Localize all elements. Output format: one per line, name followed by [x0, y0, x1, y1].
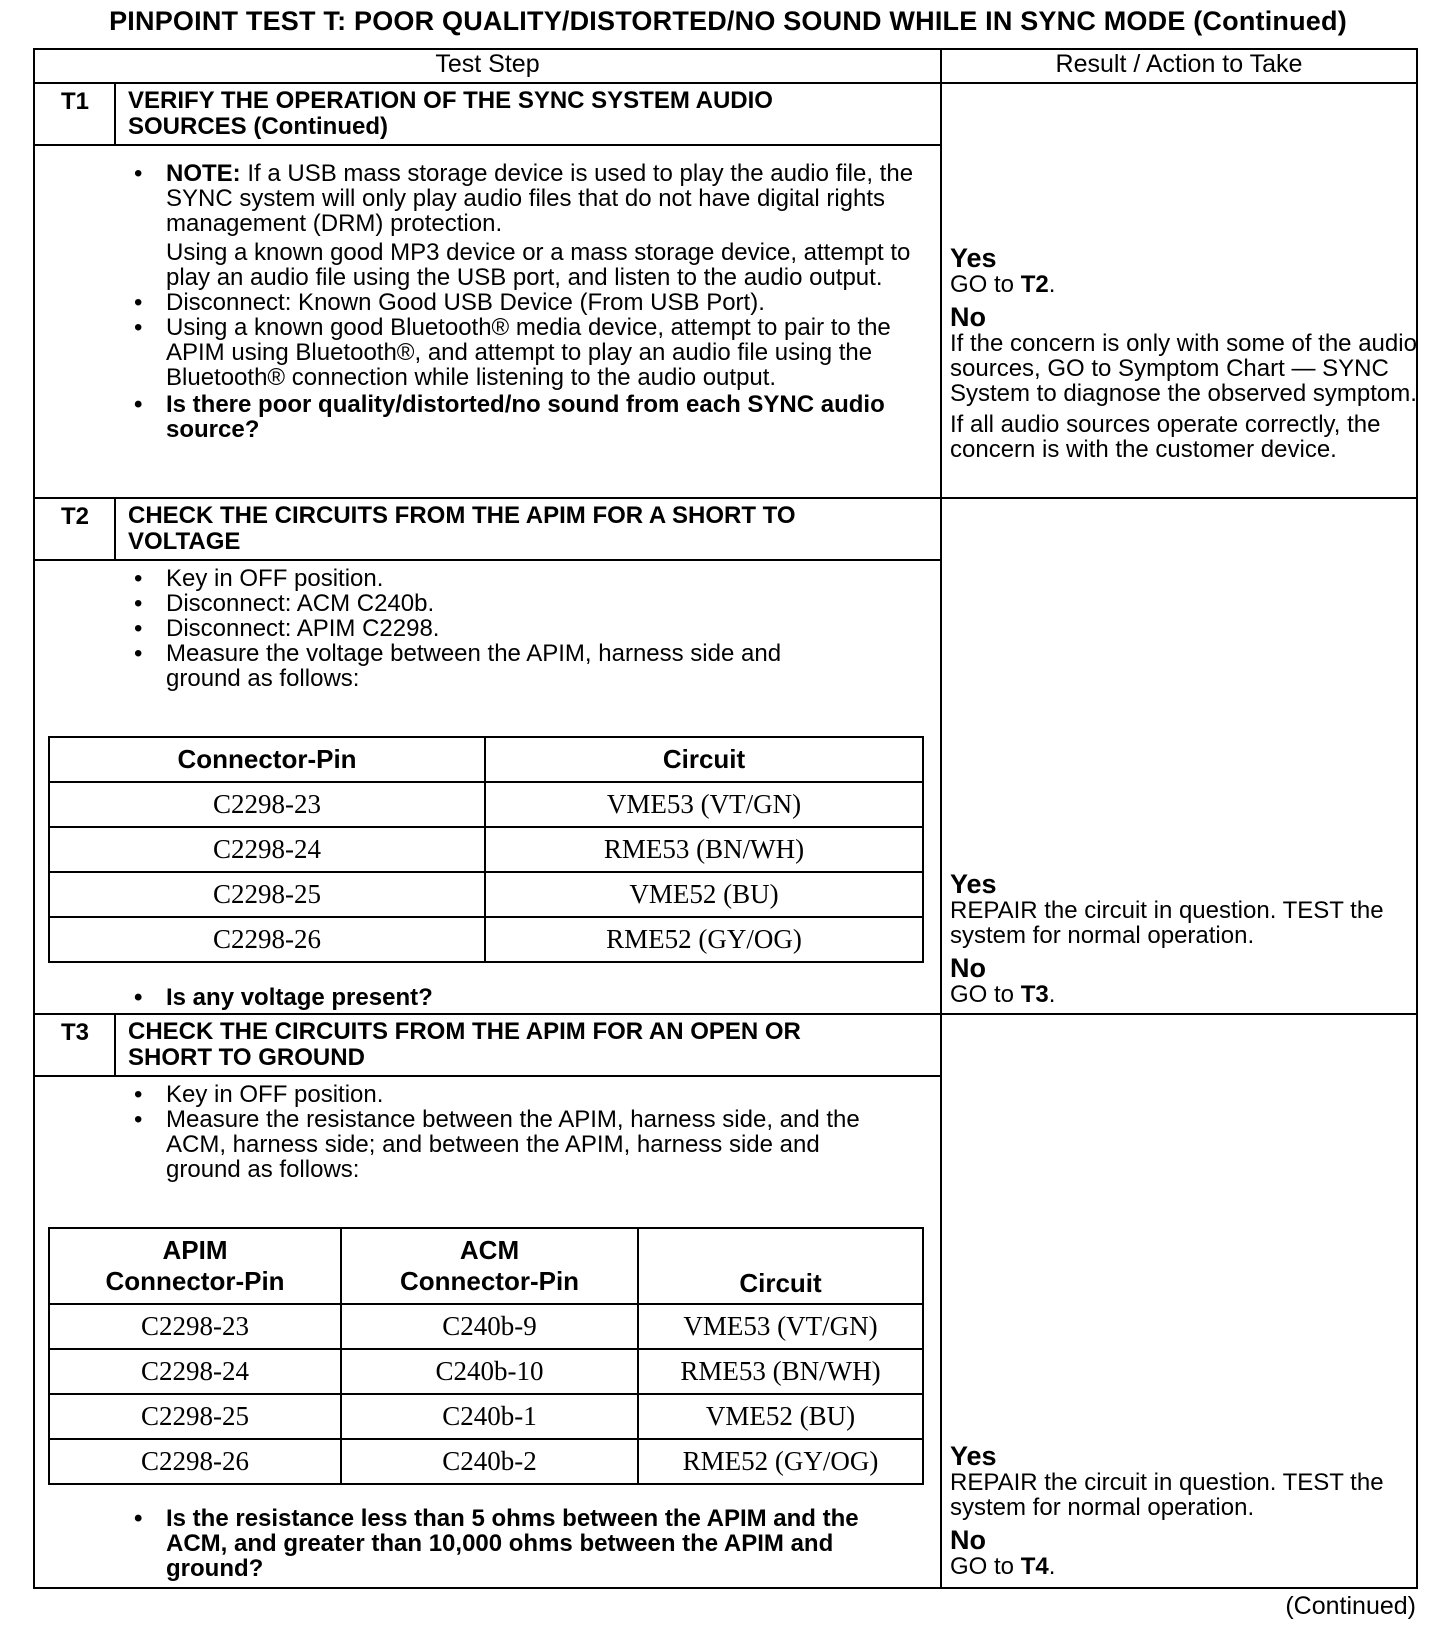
table-row: C2298-24 RME53 (BN/WH) — [49, 827, 923, 872]
yes-action: REPAIR the circuit in question. TEST the system for normal operation. — [950, 1469, 1384, 1521]
step-id: T2 — [60, 503, 89, 530]
table-row: C2298-23 C240b-9 VME53 (VT/GN) — [49, 1304, 923, 1349]
step-question-wrap — [128, 1506, 908, 1581]
step-question-wrap — [128, 985, 908, 1010]
step-instructions — [128, 1082, 888, 1182]
note-item: • NOTE: If a USB mass storage device is used to play the audio file, the SYNC system will only play audio files that do not have digital rights management (DRM) protection. — [128, 161, 918, 236]
list-item: • Key in OFF position. — [128, 566, 848, 591]
step-id-divider — [114, 1013, 116, 1076]
step-result — [950, 870, 1430, 1007]
yes-label: Yes — [950, 243, 997, 273]
table-row: C2298-26 RME52 (GY/OG) — [49, 917, 923, 962]
list-item: • Disconnect: APIM C2298. — [128, 616, 848, 641]
no-action: GO to T3. — [950, 981, 1056, 1008]
step-heading-divider — [33, 559, 941, 561]
step-link[interactable]: T3 — [1020, 981, 1049, 1008]
no-label: No — [950, 1525, 986, 1555]
column-divider — [940, 48, 942, 1589]
step-instructions — [128, 566, 848, 691]
list-item: • Disconnect: ACM C240b. — [128, 591, 848, 616]
no-action-note: If all audio sources operate correctly, the concern is with the customer device. — [950, 411, 1381, 463]
yes-action: GO to T2. — [950, 271, 1056, 298]
table-row: C2298-23 VME53 (VT/GN) — [49, 782, 923, 827]
step-id: T3 — [60, 1019, 89, 1046]
no-action: If the concern is only with some of the audio sources, GO to Symptom Chart — SYNC System to diagnose the observed symptom. — [950, 330, 1417, 407]
yes-label: Yes — [950, 1441, 997, 1471]
column-header-result-action: Result / Action to Take — [1055, 50, 1303, 78]
table-header: Circuit — [638, 1228, 923, 1304]
list-item: • Measure the voltage between the APIM, harness side and ground as follows: — [128, 641, 848, 691]
column-header-test-step: Test Step — [435, 50, 540, 78]
table-row: C2298-25 C240b-1 VME52 (BU) — [49, 1394, 923, 1439]
connector-pin-table — [48, 736, 924, 963]
yes-action: REPAIR the circuit in question. TEST the system for normal operation. — [950, 897, 1384, 949]
step-result — [950, 1442, 1430, 1579]
page-title: PINPOINT TEST T: POOR QUALITY/DISTORTED/NO SOUND WHILE IN SYNC MODE (Continued) — [109, 6, 1347, 36]
note-paragraph: Using a known good MP3 device or a mass storage device, attempt to play an audio file using the USB port, and listen to the audio output. — [166, 239, 911, 291]
step-heading: CHECK THE CIRCUITS FROM THE APIM FOR AN OPEN OR SHORT TO GROUND — [128, 1018, 801, 1071]
step-result — [950, 244, 1430, 462]
no-label: No — [950, 302, 986, 332]
no-action: GO to T4. — [950, 1553, 1056, 1580]
table-row: C2298-24 C240b-10 RME53 (BN/WH) — [49, 1349, 923, 1394]
continued-label: (Continued) — [1285, 1592, 1416, 1620]
step-heading: VERIFY THE OPERATION OF THE SYNC SYSTEM AUDIO SOURCES (Continued) — [128, 87, 773, 140]
step-heading: CHECK THE CIRCUITS FROM THE APIM FOR A SHORT TO VOLTAGE — [128, 502, 796, 555]
list-item: • Measure the resistance between the APIM, harness side, and the ACM, harness side; and between the APIM, harness side and ground as follows: — [128, 1107, 888, 1182]
no-label: No — [950, 953, 986, 983]
step-question: • Is there poor quality/distorted/no sound from each SYNC audio source? — [128, 392, 918, 442]
table-header: Circuit — [485, 737, 923, 782]
step-id-divider — [114, 497, 116, 560]
step-link[interactable]: T2 — [1020, 271, 1049, 298]
step-heading-divider — [33, 144, 941, 146]
table-header: Connector-Pin — [49, 737, 485, 782]
step-heading-divider — [33, 1075, 941, 1077]
step-instructions — [128, 161, 918, 442]
table-row: C2298-25 VME52 (BU) — [49, 872, 923, 917]
list-item: • Disconnect: Known Good USB Device (From USB Port). — [128, 290, 918, 315]
header-divider — [33, 82, 1418, 84]
table-header: ACM Connector-Pin — [341, 1228, 638, 1304]
yes-label: Yes — [950, 869, 997, 899]
step-id: T1 — [60, 88, 89, 115]
step-question: • Is the resistance less than 5 ohms between the APIM and the ACM, and greater than 10,000 ohms between the APIM and ground? — [128, 1506, 908, 1581]
resistance-table — [48, 1227, 924, 1485]
table-header: APIM Connector-Pin — [49, 1228, 341, 1304]
list-item: • Using a known good Bluetooth® media device, attempt to pair to the APIM using Bluetooth®, and attempt to play an audio file using the Bluetooth® connection while listening to the audio output. — [128, 315, 918, 390]
step-divider — [33, 1013, 1418, 1015]
step-link[interactable]: T4 — [1020, 1553, 1049, 1580]
step-divider — [33, 497, 1418, 499]
step-id-divider — [114, 82, 116, 145]
step-question: • Is any voltage present? — [128, 985, 908, 1010]
list-item: • Key in OFF position. — [128, 1082, 888, 1107]
table-row: C2298-26 C240b-2 RME52 (GY/OG) — [49, 1439, 923, 1484]
